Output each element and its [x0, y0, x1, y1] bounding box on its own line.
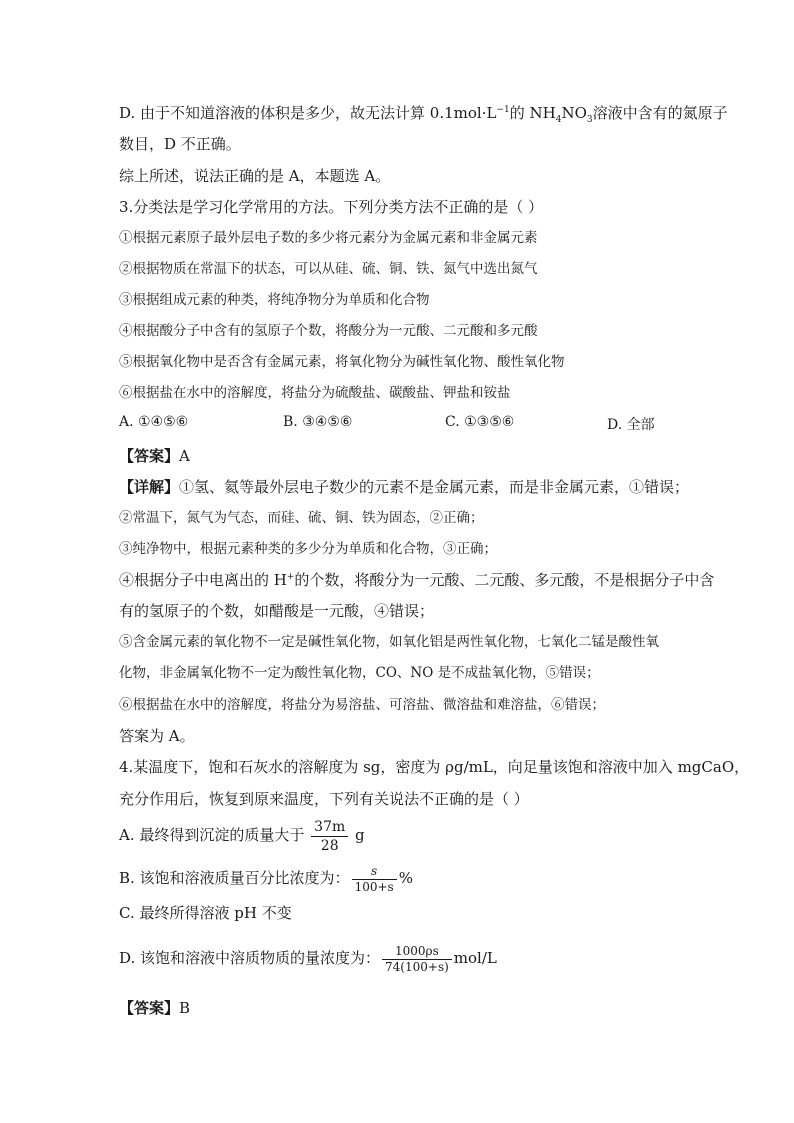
fraction: [382, 944, 452, 975]
q2-option-d-line2: 数目，D 不正确。: [119, 135, 241, 153]
subscript: 4: [555, 115, 562, 125]
q3-detail-3: ③纯净物中，根据元素种类的多少分为单质和化合物，③正确；: [119, 541, 497, 557]
q2-summary: 综上所述，说法正确的是 A，本题选 A。: [119, 167, 391, 185]
answer-value: A: [179, 447, 190, 465]
text: mol/L: [453, 949, 497, 967]
text: 的 NH: [509, 104, 556, 122]
q3-detail-5b: 化物，非金属氧化物不一定为酸性氧化物，CO、NO 是不成盐氧化物，⑤错误；: [119, 665, 600, 681]
numerator: 37m: [314, 818, 346, 835]
text: 的个数，将酸分为一元酸、二元酸、多元酸，不是根据分子中含: [294, 571, 715, 589]
denominator: 74(100+s): [382, 959, 452, 975]
q3-item-1: ①根据元素原子最外层电子数的多少将元素分为金属元素和非金属元素: [119, 230, 538, 246]
fraction: [311, 818, 348, 855]
text: 溶液中含有的氮原子: [592, 104, 728, 122]
q3-option-d: D. 全部: [607, 417, 655, 433]
superscript: −1: [496, 105, 510, 115]
numerator: 1000ρs: [395, 943, 439, 958]
q3-conclusion: 答案为 A。: [119, 727, 195, 745]
q4-option-d: [119, 938, 497, 978]
answer-label: 【答案】: [119, 999, 180, 1017]
detail-label: 【详解】: [119, 478, 180, 496]
q4-stem-line2: 充分作用后，恢复到原来温度，下列有关说法不正确的是（ ）: [119, 790, 529, 808]
q3-item-5: ⑤根据氧化物中是否含有金属元素，将氧化物分为碱性氧化物、酸性氧化物: [119, 354, 565, 370]
q3-answer: [119, 446, 190, 466]
superscript: +: [286, 572, 295, 582]
q3-stem: 3.分类法是学习化学常用的方法。下列分类方法不正确的是（ ）: [119, 198, 544, 216]
text: ④根据分子中电离出的 H: [119, 571, 287, 589]
q3-detail-5a: ⑤含金属元素的氧化物不一定是碱性氧化物，如氧化铝是两性氧化物，七氧化二锰是酸性氧: [119, 634, 659, 650]
numerator: s: [371, 863, 378, 878]
q4-answer: [119, 998, 190, 1018]
text: B. 该饱和溶液质量百分比浓度为：: [119, 869, 350, 887]
q3-detail-1: [119, 477, 689, 497]
text: A. 最终得到沉淀的质量大于: [119, 826, 305, 844]
text: NO: [561, 104, 587, 122]
q4-stem-line1: 4.某温度下，饱和石灰水的溶解度为 sg，密度为 ρg/mL，向足量该饱和溶液中加入 mgCaO，: [119, 758, 750, 776]
q3-option-c: C. ①③⑤⑥: [445, 414, 515, 430]
subscript: 3: [586, 115, 593, 125]
q3-option-a: A. ①④⑤⑥: [119, 414, 189, 430]
denominator: 28: [311, 836, 348, 855]
q4-option-b: [119, 860, 413, 896]
q3-item-4: ④根据酸分子中含有的氢原子个数，将酸分为一元酸、二元酸和多元酸: [119, 323, 538, 339]
text: g: [355, 826, 365, 844]
q2-option-d-line1: [119, 103, 728, 123]
q3-detail-4b: 有的氢原子的个数，如醋酸是一元酸，④错误；: [119, 602, 435, 620]
q3-detail-4a: [119, 570, 714, 590]
answer-value: B: [179, 999, 191, 1017]
q4-option-a: [119, 815, 365, 855]
q4-option-c: C. 最终所得溶液 pH 不变: [119, 904, 292, 922]
q3-item-3: ③根据组成元素的种类，将纯净物分为单质和化合物: [119, 292, 430, 308]
q3-detail-6: ⑥根据盐在水中的溶解度，将盐分为易溶盐、可溶盐、微溶盐和难溶盐，⑥错误；: [119, 697, 605, 713]
text: ①氢、氦等最外层电子数少的元素不是金属元素，而是非金属元素，①错误；: [179, 478, 690, 496]
text: D. 由于不知道溶液的体积是多少，故无法计算 0.1mol·L: [119, 104, 497, 122]
text: %: [398, 869, 413, 887]
q3-detail-2: ②常温下，氮气为气态，而硅、硫、铜、铁为固态，②正确；: [119, 510, 484, 526]
q3-item-6: ⑥根据盐在水中的溶解度，将盐分为硫酸盐、碳酸盐、钾盐和铵盐: [119, 385, 511, 401]
denominator: 100+s: [352, 879, 397, 895]
text: D. 该饱和溶液中溶质物质的量浓度为：: [119, 949, 381, 967]
answer-label: 【答案】: [119, 447, 180, 465]
q3-option-b: B. ③④⑤⑥: [283, 414, 353, 430]
q3-item-2: ②根据物质在常温下的状态，可以从硅、硫、铜、铁、氮气中选出氮气: [119, 261, 538, 277]
fraction: [352, 864, 397, 895]
